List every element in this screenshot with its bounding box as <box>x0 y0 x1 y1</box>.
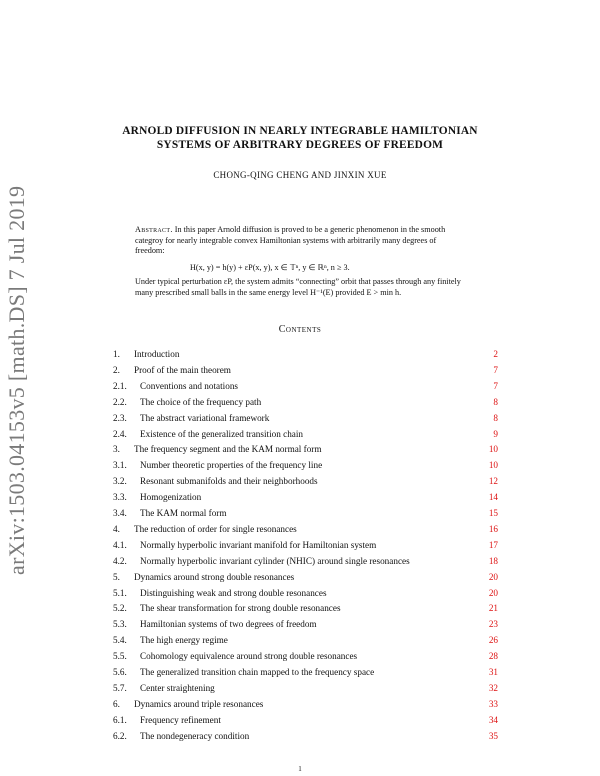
abstract-text: In this paper Arnold diffusion is proved to be a generic phenomenon in the smooth categroy for nearly integrable convex Hamiltonian systems with arbitrarily many degrees of freedom: <box>135 225 446 256</box>
toc-entry-page-link[interactable]: 28 <box>488 651 498 662</box>
toc-entry-title: Frequency refinement <box>140 714 221 725</box>
toc-entry-title: The shear transformation for strong double resonances <box>140 603 341 614</box>
toc-entry-title: Normally hyperbolic invariant manifold for Hamiltonian system <box>140 539 377 550</box>
toc-entry[interactable] <box>113 555 498 567</box>
toc-entry-number: 6.1. <box>113 714 127 725</box>
toc-entry-number: 5.3. <box>113 619 127 630</box>
toc-entry-title: Dynamics around triple resonances <box>134 698 264 709</box>
toc-entry[interactable] <box>113 475 498 487</box>
toc-entry-page-link[interactable]: 7 <box>493 380 498 391</box>
toc-entry-page-link[interactable]: 33 <box>488 698 498 709</box>
arxiv-identifier: arXiv:1503.04153v5 [math.DS] 7 Jul 2019 <box>4 185 29 575</box>
toc-entry[interactable] <box>113 491 498 503</box>
toc-entry-title: The abstract variational framework <box>140 412 270 423</box>
toc-entry-page-link[interactable]: 32 <box>488 682 498 693</box>
toc-entry-title: Dynamics around strong double resonances <box>134 571 295 582</box>
toc-entry-number: 3.1. <box>113 460 127 471</box>
toc-entry-page-link[interactable]: 12 <box>488 476 498 487</box>
toc-entry-number: 2.3. <box>113 412 127 423</box>
toc-entry-page-link[interactable]: 26 <box>488 635 498 646</box>
toc-entry-page-link[interactable]: 8 <box>493 396 498 407</box>
page-number: 1 <box>298 765 302 773</box>
toc-entry-page-link[interactable]: 18 <box>488 555 498 566</box>
toc-entry-page-link[interactable]: 17 <box>488 539 498 550</box>
toc-entry-number: 1. <box>113 349 120 359</box>
toc-entry-number: 4. <box>113 523 120 534</box>
toc-entry-page-link[interactable]: 7 <box>493 364 498 375</box>
toc-entry-number: 3.4. <box>113 508 127 518</box>
toc-entry-title: Homogenization <box>140 492 202 503</box>
toc-entry-page-link[interactable]: 8 <box>493 412 498 423</box>
toc-entry-number: 5.5. <box>113 651 127 662</box>
toc-entry-title: Existence of the generalized transition chain <box>140 428 304 439</box>
toc-entry-page-link[interactable]: 14 <box>488 492 498 503</box>
toc-entry-number: 4.1. <box>113 539 127 550</box>
toc-entry[interactable] <box>113 634 498 646</box>
toc-entry-title: The high energy regime <box>140 635 228 646</box>
toc-entry[interactable] <box>113 698 498 710</box>
toc-entry-page-link[interactable]: 10 <box>488 444 498 455</box>
toc-entry-number: 3.2. <box>113 476 127 487</box>
abstract-label: Abstract. <box>135 225 173 234</box>
toc-entry-title: Resonant submanifolds and their neighborhoods <box>140 476 318 487</box>
toc-entry-number: 5.6. <box>113 667 127 677</box>
toc-entry-number: 2.1. <box>113 380 127 391</box>
toc-entry-page-link[interactable]: 31 <box>488 667 498 677</box>
toc-entry-page-link[interactable]: 10 <box>488 460 498 471</box>
toc-entry-number: 2.4. <box>113 428 127 439</box>
toc-entry-page-link[interactable]: 35 <box>488 730 498 741</box>
toc-entry-title: Proof of the main theorem <box>134 364 231 375</box>
toc-entry-title: The nondegeneracy condition <box>140 730 250 741</box>
toc-entry-title: Hamiltonian systems of two degrees of freedom <box>140 619 317 630</box>
toc-entry-page-link[interactable]: 2 <box>493 349 498 359</box>
toc-entry[interactable] <box>113 396 498 408</box>
toc-entry[interactable] <box>113 412 498 424</box>
toc-entry-page-link[interactable]: 20 <box>488 587 498 598</box>
toc-entry[interactable] <box>113 587 498 599</box>
abstract-text-2: Under typical perturbation εP, the system admits “connecting” orbit that passes through any finitely many prescribed small balls in the same energy level H⁻¹(E) provided E > min h. <box>135 277 461 297</box>
toc-entry-title: Center straightening <box>140 682 215 693</box>
toc-entry-title: Normally hyperbolic invariant cylinder (NHIC) around single resonances <box>140 555 410 566</box>
authors: CHONG-QING CHENG AND JINXIN XUE <box>213 170 387 180</box>
toc-entry-title: The KAM normal form <box>140 508 227 518</box>
toc-entry[interactable] <box>113 730 498 742</box>
paper-title-line-1: ARNOLD DIFFUSION IN NEARLY INTEGRABLE HAMILTONIAN <box>122 125 478 137</box>
toc-entry-number: 2. <box>113 364 120 375</box>
toc-entry-page-link[interactable]: 20 <box>488 571 498 582</box>
toc-entry-title: Distinguishing weak and strong double resonances <box>140 587 327 598</box>
toc-entry-title: Cohomology equivalence around strong double resonances <box>140 651 358 662</box>
toc-entry[interactable] <box>113 523 498 535</box>
toc-entry-page-link[interactable]: 16 <box>488 523 498 534</box>
toc-entry-number: 5.1. <box>113 587 127 598</box>
toc-entry[interactable] <box>113 666 498 678</box>
toc-entry[interactable] <box>113 507 498 519</box>
toc-entry-title: Introduction <box>134 349 180 359</box>
toc-entry-page-link[interactable]: 21 <box>488 603 498 614</box>
toc-entry[interactable] <box>113 443 498 455</box>
paper-title-line-2: SYSTEMS OF ARBITRARY DEGREES OF FREEDOM <box>156 139 444 151</box>
toc-entry-title: The reduction of order for single resonances <box>134 523 297 534</box>
toc-entry-number: 3.3. <box>113 492 127 503</box>
toc-entry-number: 5.4. <box>113 635 127 646</box>
abstract-equation: H(x, y) = h(y) + εP(x, y), x ∈ 𝕋ⁿ, y ∈ ℝⁿ, n ≥ 3. <box>190 263 350 272</box>
toc-entry[interactable] <box>113 428 498 440</box>
toc-entry-number: 4.2. <box>113 555 127 566</box>
toc-entry[interactable] <box>113 618 498 630</box>
toc-entry-title: Number theoretic properties of the frequency line <box>140 460 323 471</box>
toc-entry[interactable] <box>113 650 498 662</box>
toc-entry[interactable] <box>113 571 498 583</box>
toc-entry-title: Conventions and notations <box>140 380 238 391</box>
toc-entry-number: 3. <box>113 444 120 455</box>
toc-entry[interactable] <box>113 459 498 471</box>
toc-entry-page-link[interactable]: 23 <box>488 619 498 630</box>
toc-entry-number: 6.2. <box>113 730 127 741</box>
toc-entry-page-link[interactable]: 15 <box>488 508 498 518</box>
toc-entry[interactable] <box>113 714 498 726</box>
toc-entry[interactable] <box>113 539 498 551</box>
toc-entry-title: The frequency segment and the KAM normal form <box>134 444 322 455</box>
toc-entry[interactable] <box>113 380 498 392</box>
toc-entry-number: 2.2. <box>113 396 127 407</box>
toc-entry[interactable] <box>113 602 498 614</box>
toc-entry-number: 6. <box>113 698 120 709</box>
toc-entry[interactable] <box>113 682 498 694</box>
toc-entry-title: The choice of the frequency path <box>140 396 262 407</box>
toc-entry[interactable] <box>113 364 498 376</box>
toc-entry-number: 5.2. <box>113 603 127 614</box>
contents-heading: Contents <box>278 324 322 335</box>
toc-entry-page-link[interactable]: 9 <box>493 428 498 439</box>
toc-entry-number: 5.7. <box>113 682 127 693</box>
toc-entry[interactable] <box>113 348 498 360</box>
toc-entry-number: 5. <box>113 571 120 582</box>
toc-entry-title: The generalized transition chain mapped to the frequency space <box>140 667 375 677</box>
toc-entry-page-link[interactable]: 34 <box>488 714 498 725</box>
